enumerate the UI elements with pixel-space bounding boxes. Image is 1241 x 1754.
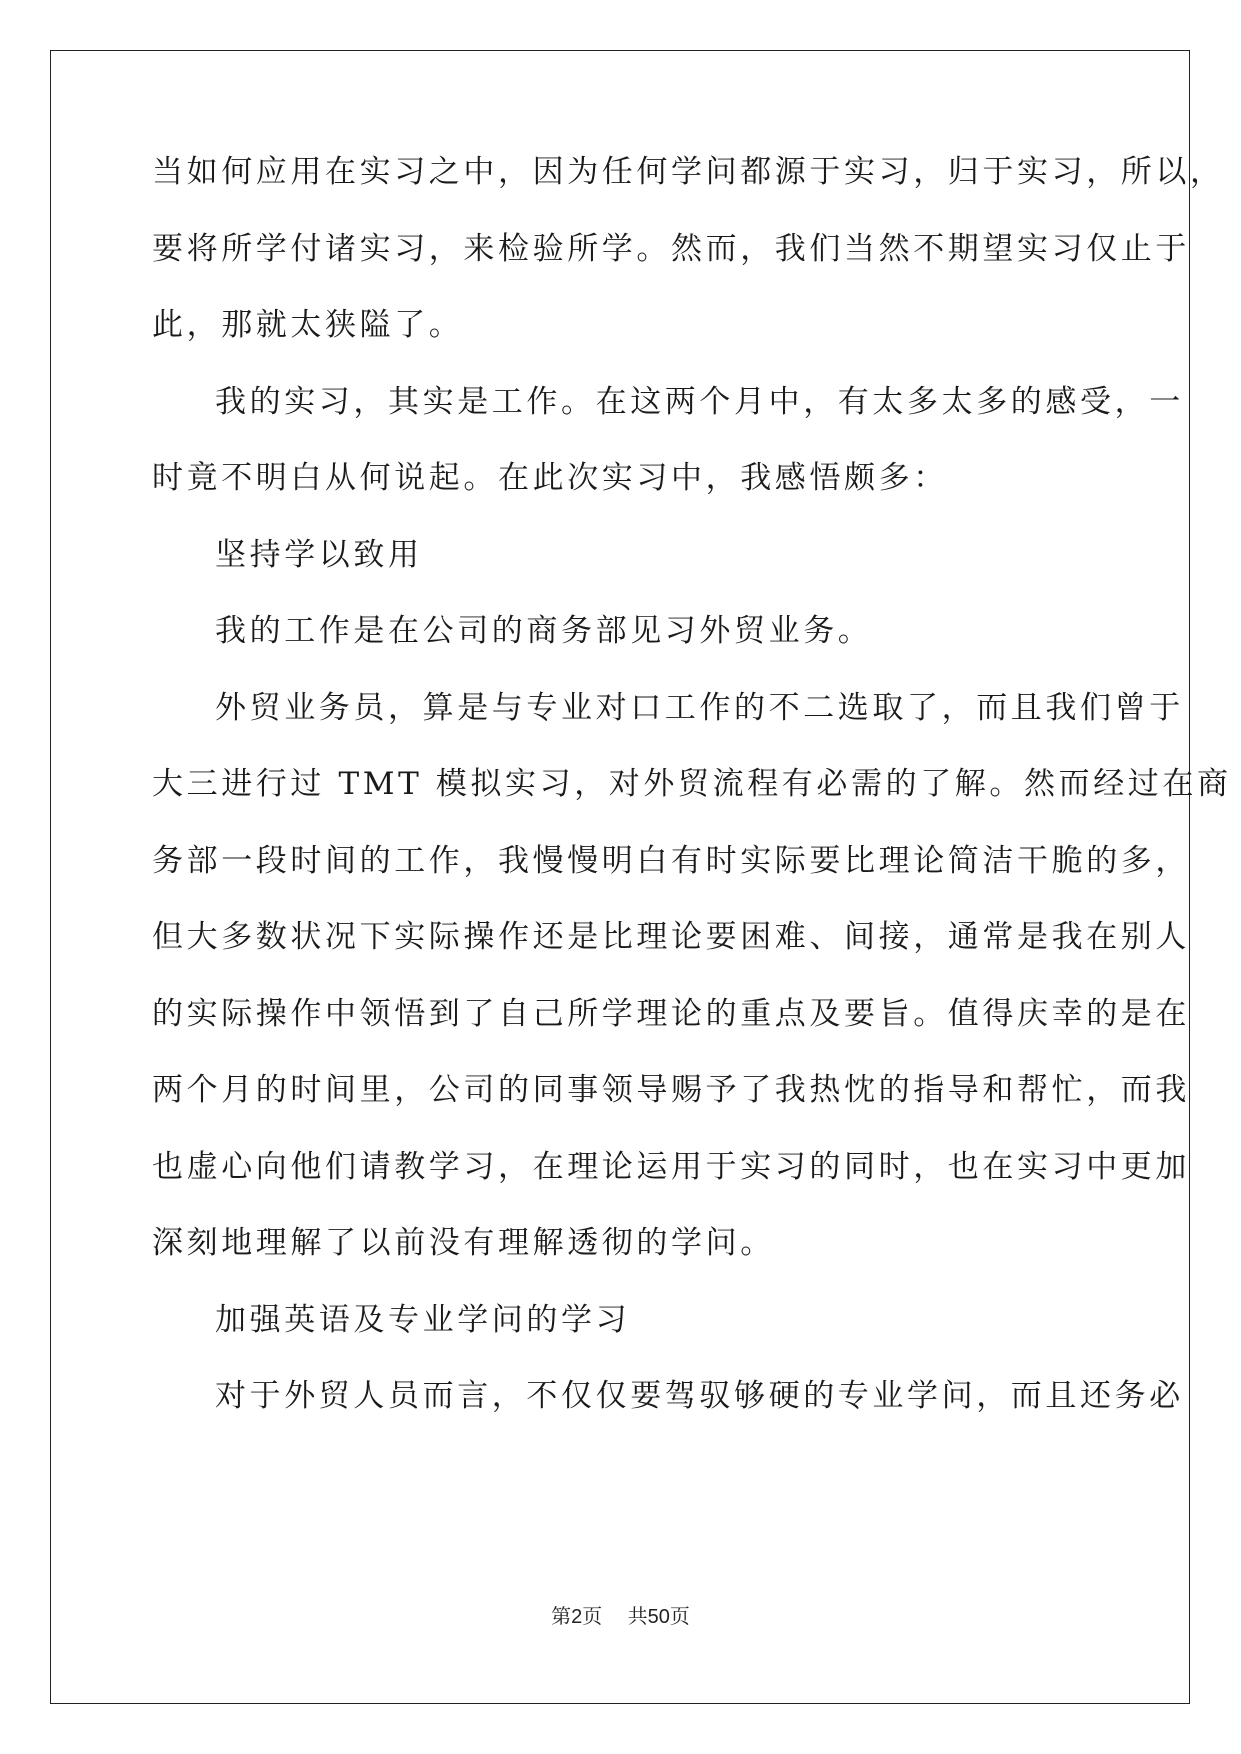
text-line: 当如何应用在实习之中，因为任何学问都源于实习，归于实习，所以，: [152, 154, 1225, 190]
total-label-prefix: 共: [627, 1604, 648, 1628]
text-line: 的实际操作中领悟到了自己所学理论的重点及要旨。值得庆幸的是在: [152, 996, 1190, 1032]
text-line: 务部一段时间的工作，我慢慢明白有时实际要比理论简洁干脆的多，: [152, 843, 1190, 879]
section-heading: 加强英语及专业学问的学习: [215, 1302, 631, 1338]
total-pages: 50: [647, 1606, 670, 1628]
page-label-prefix: 第: [551, 1604, 572, 1628]
text-line: 两个月的时间里，公司的同事领导赐予了我热忱的指导和帮忙，而我: [152, 1072, 1190, 1108]
text-line: 也虚心向他们请教学习，在理论运用于实习的同时，也在实习中更加: [152, 1149, 1190, 1185]
text-line: 但大多数状况下实际操作还是比理论要困难、间接，通常是我在别人: [152, 919, 1190, 955]
text-line: 外贸业务员，算是与专业对口工作的不二选取了，而且我们曾于: [215, 690, 1184, 726]
page-label-suffix: 页: [582, 1604, 603, 1628]
total-label-suffix: 页: [669, 1604, 690, 1628]
text-line: 要将所学付诸实习，来检验所学。然而，我们当然不期望实习仅止于: [152, 231, 1190, 267]
text-line: 深刻地理解了以前没有理解透彻的学问。: [152, 1225, 775, 1261]
text-line: 对于外贸人员而言，不仅仅要驾驭够硬的专业学问，而且还务必: [215, 1378, 1184, 1414]
text-line: 时竟不明白从何说起。在此次实习中，我感悟颇多：: [152, 460, 948, 496]
text-line: 此，那就太狭隘了。: [152, 307, 464, 343]
text-line: 我的实习，其实是工作。在这两个月中，有太多太多的感受，一: [215, 384, 1184, 420]
text-line: 大三进行过 TMT 模拟实习，对外贸流程有必需的了解。然而经过在商: [152, 766, 1232, 802]
page-number: 2: [571, 1606, 583, 1628]
page-footer: [0, 1604, 1241, 1629]
section-heading: 坚持学以致用: [215, 537, 423, 573]
text-line: 我的工作是在公司的商务部见习外贸业务。: [215, 613, 873, 649]
